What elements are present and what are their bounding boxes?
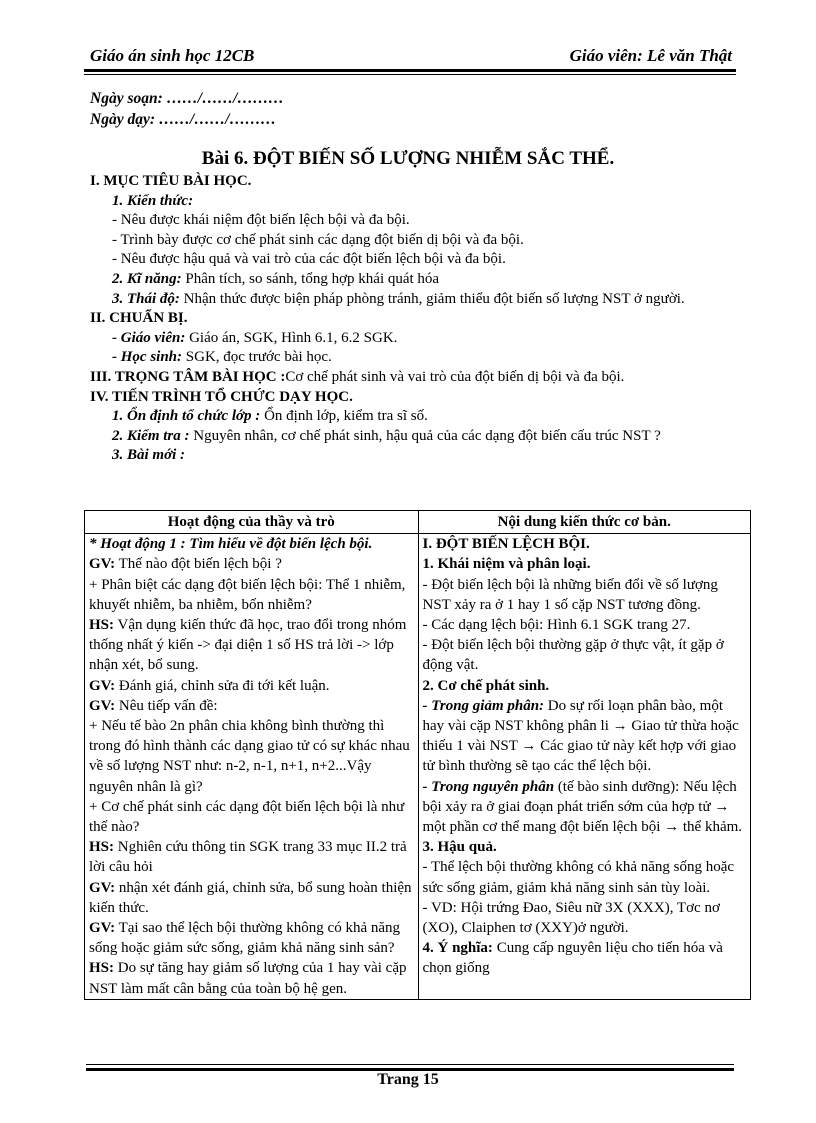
right-subheading-consequence: 3. Hậu quả. bbox=[422, 839, 497, 856]
knowledge-item-3: - Nêu được hậu quả và vai trò của các đột biến lệch bội và đa bội. bbox=[112, 251, 506, 268]
left-plus2: + Nếu tế bào 2n phân chia không bình thường thì trong đó hình thành các dạng giao tử có sự khác nhau về số lượng NST như: n-2, n-1, n+1, n+2...Vậy nguyên nhân là gì? bbox=[89, 718, 410, 795]
section1-heading: I. MỤC TIÊU BÀI HỌC. bbox=[90, 173, 252, 189]
activity-1-title: * Hoạt động 1 : Tìm hiểu về đột biến lệch bội. bbox=[89, 536, 373, 553]
right-hq2: - VD: Hội trứng Đao, Siêu nữ 3X (XXX), Tơc nơ (XO), Claiphen tơ (XXY)ở người. bbox=[422, 899, 720, 937]
header-rule-thick bbox=[84, 69, 736, 72]
date-taught: Ngày dạy: ……/……/……… bbox=[90, 111, 276, 128]
right-p2: - Các dạng lệch bội: Hình 6.1 SGK trang 27. bbox=[422, 617, 691, 634]
student-prep-line bbox=[90, 348, 750, 368]
left-hs1: HS: Vận dụng kiến thức đã học, trao đổi trong nhóm thống nhất ý kiến -> đại diện 1 số HS trả lời -> lớp nhận xét, bổ sung. bbox=[89, 617, 407, 674]
knowledge-content bbox=[418, 534, 751, 1000]
right-meiosis: - Trong giảm phân: Do sự rối loạn phân bào, một hay vài cặp NST không phân li → Giao tử thừa hoặc thiếu 1 vài NST → Các giao tử này kết hợp với giao tử bình thường sẽ tạo các thể lệch bội. bbox=[422, 697, 739, 775]
skills-text: Phân tích, so sánh, tổng hợp khái quát hóa bbox=[181, 270, 440, 287]
page-number: Trang 15 bbox=[377, 1071, 439, 1088]
dates-block bbox=[90, 88, 284, 130]
right-hq1: - Thể lệch bội thường không có khả năng sống hoặc sức sống giảm, giảm khả năng sinh sản tùy loài. bbox=[422, 859, 735, 896]
lesson-body bbox=[90, 172, 750, 466]
teacher-prep-line bbox=[90, 329, 750, 349]
attitude-line bbox=[90, 290, 750, 310]
lesson-title: Bài 6. ĐỘT BIẾN SỐ LƯỢNG NHIỄM SẮC THỂ. bbox=[201, 148, 615, 169]
header-right-teacher: Giáo viên: Lê văn Thật bbox=[569, 46, 732, 65]
skills-line bbox=[90, 270, 750, 290]
header-left-title: Giáo án sinh học 12CB bbox=[90, 46, 255, 65]
footer-rule-thin bbox=[86, 1064, 734, 1065]
right-subheading-mechanism: 2. Cơ chế phát sinh. bbox=[422, 677, 550, 694]
left-gv4: GV: nhận xét đánh giá, chỉnh sửa, bổ sung hoàn thiện kiến thức. bbox=[89, 879, 412, 916]
left-gv3: GV: Nêu tiếp vấn đề: bbox=[89, 697, 218, 714]
right-meaning: 4. Ý nghĩa: Cung cấp nguyên liệu cho tiến hóa và chọn giống bbox=[422, 940, 723, 977]
header-rule-thin bbox=[84, 74, 736, 75]
left-gv5: GV: Tại sao thể lệch bội thường không có khả năng sống hoặc giảm sức sống, giảm khả năng sinh sản? bbox=[89, 920, 401, 957]
right-p1: - Đột biến lệch bội là những biến đổi về số lượng NST xảy ra ở 1 hay 1 số cặp NST tương đồng. bbox=[422, 576, 718, 613]
section3-text: Cơ chế phát sinh và vai trò của đột biến dị bội và đa bội. bbox=[285, 368, 625, 385]
check-text: Nguyên nhân, cơ chế phát sinh, hậu quả của các dạng đột biến cấu trúc NST ? bbox=[189, 427, 661, 444]
date-prepared: Ngày soạn: ……/……/……… bbox=[90, 90, 284, 107]
student-prep-label: - Học sinh: bbox=[112, 349, 183, 366]
table-header-row bbox=[85, 511, 751, 534]
section3-heading: III. TRỌNG TÂM BÀI HỌC : bbox=[90, 368, 286, 385]
skills-label: 2. Kĩ năng: bbox=[112, 270, 182, 287]
left-plus3: + Cơ chế phát sinh các dạng đột biến lệch bội là như thế nào? bbox=[89, 798, 405, 836]
right-mitosis: - Trong nguyên phân (tế bào sinh dưỡng): Nếu lệch bội xảy ra ở giai đoạn phát triển sớm của hợp tử → một phần cơ thể mang đột biến lệch bội → thể khảm. bbox=[422, 778, 743, 836]
left-gv2: GV: Đánh giá, chỉnh sửa đi tới kết luận. bbox=[89, 677, 330, 694]
new-lesson-label: 3. Bài mới : bbox=[112, 447, 186, 464]
knowledge-item-1: - Nêu được khái niệm đột biến lệch bội và đa bội. bbox=[112, 212, 410, 229]
attitude-label: 3. Thái độ: bbox=[112, 290, 180, 307]
knowledge-label: 1. Kiến thức: bbox=[112, 192, 194, 209]
table-head-left: Hoạt động của thầy và trò bbox=[85, 511, 419, 534]
class-stabilize-label: 1. Ổn định tổ chức lớp : bbox=[112, 408, 261, 425]
page-header bbox=[84, 44, 732, 68]
left-gv1: GV: Thế nào đột biến lệch bội ? bbox=[89, 556, 282, 573]
check-line bbox=[90, 427, 730, 447]
table-head-right: Nội dung kiến thức cơ bản. bbox=[418, 511, 751, 534]
right-p3: - Đột biến lệch bội thường gặp ở thực vật, ít gặp ở động vật. bbox=[422, 637, 724, 674]
teacher-student-activities bbox=[85, 534, 419, 1000]
section4-heading: IV. TIẾN TRÌNH TỔ CHỨC DẠY HỌC. bbox=[90, 388, 353, 405]
attitude-text: Nhận thức được biện pháp phòng tránh, giảm thiểu đột biến số lượng NST ở người. bbox=[179, 290, 685, 307]
left-hs2: HS: Nghiên cứu thông tin SGK trang 33 mục II.2 trả lời câu hỏi bbox=[89, 839, 407, 876]
knowledge-item-2: - Trình bày được cơ chế phát sinh các dạng đột biến dị bội và đa bội. bbox=[112, 231, 524, 248]
check-label: 2. Kiểm tra : bbox=[112, 427, 190, 444]
table-row bbox=[85, 534, 751, 1000]
class-stabilize-line bbox=[90, 407, 750, 427]
section2-heading: II. CHUẨN BỊ. bbox=[90, 310, 188, 327]
student-prep-text: SGK, đọc trước bài học. bbox=[182, 349, 332, 366]
section3-line bbox=[90, 368, 750, 388]
class-stabilize-text: Ổn định lớp, kiểm tra sĩ số. bbox=[260, 408, 428, 425]
left-hs3: HS: Do sự tăng hay giảm số lượng của 1 hay vài cặp NST làm mất cân bằng của toàn bộ hệ gen. bbox=[89, 960, 407, 997]
right-heading-1: I. ĐỘT BIẾN LỆCH BỘI. bbox=[422, 536, 590, 553]
teacher-prep-text: Giáo án, SGK, Hình 6.1, 6.2 SGK. bbox=[185, 329, 398, 346]
left-plus1: + Phân biệt các dạng đột biến lệch bội: Thể 1 nhiễm, khuyết nhiễm, ba nhiễm, bốn nhiễm? bbox=[89, 576, 406, 613]
teacher-prep-label: - Giáo viên: bbox=[112, 329, 186, 346]
activity-table bbox=[84, 510, 751, 1000]
right-subheading-concept: 1. Khái niệm và phân loại. bbox=[422, 556, 591, 573]
